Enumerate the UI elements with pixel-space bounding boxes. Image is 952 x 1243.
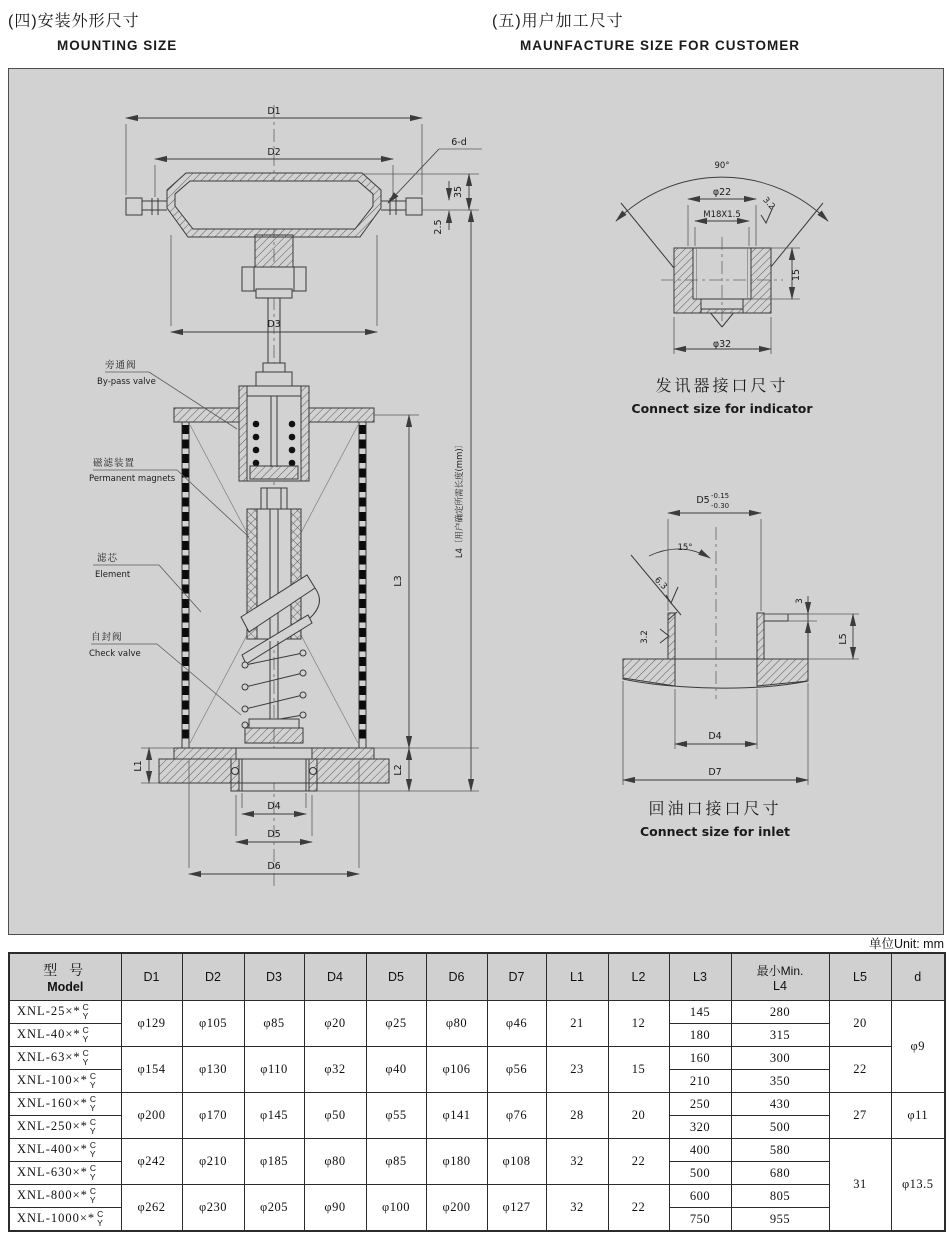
engineering-drawing (9, 69, 943, 934)
inlet-l5-label: L5 (838, 633, 849, 645)
table-cell: 27 (829, 1093, 891, 1139)
table-cell: 145 (669, 1001, 731, 1024)
model-cell: XNL-800×* C Y (9, 1185, 121, 1208)
col-header-d: d (891, 953, 945, 1001)
indicator-caption-cn: 发讯器接口尺寸 (655, 376, 789, 395)
col-header-d4: D4 (304, 953, 366, 1001)
table-cell: 28 (546, 1093, 608, 1139)
table-cell: φ55 (366, 1093, 426, 1139)
table-cell: 600 (669, 1185, 731, 1208)
table-row (9, 1139, 945, 1162)
table-cell: 300 (731, 1047, 829, 1070)
label-checkvalve-cn: 自封阀 (91, 632, 123, 643)
indicator-angle-label: 90° (714, 161, 730, 171)
col-header-d1: D1 (121, 953, 182, 1001)
table-cell: φ154 (121, 1047, 182, 1093)
table-cell: φ130 (182, 1047, 244, 1093)
indicator-roughness-label: 3.2 (760, 195, 777, 213)
heading-right-cn: (五)用户加工尺寸 (492, 13, 624, 30)
table-cell: 15 (608, 1047, 669, 1093)
col-header-l4: 最小Min. L4 (731, 953, 829, 1001)
dim-d6-label: D6 (267, 861, 281, 872)
main-assembly-drawing (91, 105, 482, 887)
cover-section (126, 173, 422, 365)
dim-6d-label: 6-d (451, 137, 467, 148)
model-cell: XNL-1000×* C Y (9, 1208, 121, 1232)
model-cell: XNL-400×* C Y (9, 1139, 121, 1162)
table-cell: 21 (546, 1001, 608, 1047)
col-header-d2: D2 (182, 953, 244, 1001)
table-cell: φ129 (121, 1001, 182, 1047)
table-cell: φ11 (891, 1093, 945, 1139)
inlet-d7-label: D7 (708, 767, 722, 778)
col-header-d7: D7 (487, 953, 546, 1001)
label-magnet-cn: 磁滤装置 (93, 458, 136, 469)
table-cell: 580 (731, 1139, 829, 1162)
table-cell: 955 (731, 1208, 829, 1232)
table-cell: φ108 (487, 1139, 546, 1185)
table-row (9, 1047, 945, 1070)
label-magnet-en: Permanent magnets (89, 474, 176, 484)
dim-l4-note: L4〔用户确定所需长度(mm)〕 (455, 439, 465, 559)
col-header-l5: L5 (829, 953, 891, 1001)
label-checkvalve-en: Check valve (89, 649, 141, 659)
model-cell: XNL-25×* C Y (9, 1001, 121, 1024)
col-header-d3: D3 (244, 953, 304, 1001)
table-cell: φ25 (366, 1001, 426, 1047)
table-cell: φ262 (121, 1185, 182, 1232)
table-row (9, 1093, 945, 1116)
inlet-connector-drawing (623, 513, 859, 785)
table-cell: 805 (731, 1185, 829, 1208)
label-element-en: Element (95, 570, 131, 580)
table-cell: 400 (669, 1139, 731, 1162)
table-row (9, 1185, 945, 1208)
table-cell: 32 (546, 1185, 608, 1232)
table-cell: φ46 (487, 1001, 546, 1047)
inlet-caption-cn: 回油口接口尺寸 (648, 799, 782, 818)
indicator-15-label: 15 (791, 268, 802, 282)
table-cell: φ106 (426, 1047, 487, 1093)
table-cell: φ40 (366, 1047, 426, 1093)
table-cell: 12 (608, 1001, 669, 1047)
col-header-d6: D6 (426, 953, 487, 1001)
table-cell: 320 (669, 1116, 731, 1139)
table-cell: φ205 (244, 1185, 304, 1232)
dim-l1-label: L1 (133, 760, 144, 772)
table-cell: φ105 (182, 1001, 244, 1047)
table-cell: 23 (546, 1047, 608, 1093)
table-cell: 22 (829, 1047, 891, 1093)
table-cell: 430 (731, 1093, 829, 1116)
table-cell: 160 (669, 1047, 731, 1070)
dim-d4-label: D4 (267, 801, 281, 812)
label-bypass-cn: 旁通阀 (105, 360, 137, 371)
table-cell: 750 (669, 1208, 731, 1232)
table-header-row (9, 953, 945, 1001)
model-cell: XNL-63×* C Y (9, 1047, 121, 1070)
dim-2p5-label: 2.5 (433, 219, 444, 235)
inlet-angle-label: 15° (677, 543, 693, 553)
inlet-d4-label: D4 (708, 731, 722, 742)
table-row (9, 1001, 945, 1024)
model-cell: XNL-630×* C Y (9, 1162, 121, 1185)
table-cell: φ85 (244, 1001, 304, 1047)
table-cell: φ127 (487, 1185, 546, 1232)
table-cell: 250 (669, 1093, 731, 1116)
col-header-l2: L2 (608, 953, 669, 1001)
dim-d3-label: D3 (267, 319, 281, 330)
table-cell: 22 (608, 1185, 669, 1232)
inlet-roughness-63: 6.3 (652, 575, 669, 592)
indicator-phi22-label: φ22 (712, 187, 732, 198)
table-cell: φ110 (244, 1047, 304, 1093)
table-cell: φ242 (121, 1139, 182, 1185)
dimension-table (8, 952, 946, 1232)
table-cell: φ180 (426, 1139, 487, 1185)
table-cell: φ200 (121, 1093, 182, 1139)
table-cell: φ210 (182, 1139, 244, 1185)
table-cell: φ32 (304, 1047, 366, 1093)
table-cell: φ20 (304, 1001, 366, 1047)
table-cell: φ141 (426, 1093, 487, 1139)
table-cell: 32 (546, 1139, 608, 1185)
table-cell: 315 (731, 1024, 829, 1047)
col-header-model: 型 号 Model (9, 953, 121, 1001)
bypass-valve (239, 363, 309, 481)
indicator-connector-drawing (616, 177, 828, 354)
heading-left-cn: (四)安装外形尺寸 (8, 13, 140, 30)
table-cell: 350 (731, 1070, 829, 1093)
model-cell: XNL-40×* C Y (9, 1024, 121, 1047)
dim-l2-label: L2 (393, 764, 404, 776)
table-cell: φ85 (366, 1139, 426, 1185)
table-cell: φ90 (304, 1185, 366, 1232)
table-cell: φ170 (182, 1093, 244, 1139)
unit-note: 单位Unit: mm (868, 937, 944, 951)
table-cell: φ200 (426, 1185, 487, 1232)
indicator-phi32-label: φ32 (712, 339, 732, 350)
table-cell: φ9 (891, 1001, 945, 1093)
indicator-thread-label: M18X1.5 (703, 210, 741, 220)
table-cell: φ230 (182, 1185, 244, 1232)
heading-left-en: MOUNTING SIZE (57, 38, 178, 53)
col-header-l1: L1 (546, 953, 608, 1001)
inlet-d5-tol-upper: -0.15 (711, 492, 730, 500)
table-cell: φ13.5 (891, 1139, 945, 1232)
dim-l3-label: L3 (393, 575, 404, 587)
dim-d5-label: D5 (267, 829, 281, 840)
table-cell: 180 (669, 1024, 731, 1047)
table-cell: 680 (731, 1162, 829, 1185)
table-cell: 500 (731, 1116, 829, 1139)
table-cell: 20 (608, 1093, 669, 1139)
table-cell: φ185 (244, 1139, 304, 1185)
table-cell: φ80 (304, 1139, 366, 1185)
inlet-roughness-32: 3.2 (640, 630, 650, 644)
part-callouts (91, 372, 249, 715)
heading-right-en: MAUNFACTURE SIZE FOR CUSTOMER (520, 38, 801, 53)
table-cell: 280 (731, 1001, 829, 1024)
col-header-l3: L3 (669, 953, 731, 1001)
dim-35-label: 35 (453, 185, 464, 199)
table-cell: φ80 (426, 1001, 487, 1047)
col-header-d5: D5 (366, 953, 426, 1001)
drawing-panel (8, 68, 944, 935)
model-cell: XNL-100×* C Y (9, 1070, 121, 1093)
dim-d1-label: D1 (267, 106, 281, 117)
inlet-caption-en: Connect size for inlet (639, 824, 791, 839)
model-cell: XNL-250×* C Y (9, 1116, 121, 1139)
table-cell: 22 (608, 1139, 669, 1185)
table-cell: φ76 (487, 1093, 546, 1139)
inlet-d5-tol-lower: -0.30 (711, 502, 730, 510)
label-bypass-en: By-pass valve (97, 377, 156, 387)
inlet-d5-label: D5 (696, 495, 710, 506)
dim-d2-label: D2 (267, 147, 281, 158)
inlet-3-label: 3 (795, 598, 805, 604)
table-cell: 20 (829, 1001, 891, 1047)
indicator-caption-en: Connect size for indicator (631, 401, 813, 416)
table-cell: φ145 (244, 1093, 304, 1139)
table-cell: φ100 (366, 1185, 426, 1232)
table-cell: 31 (829, 1139, 891, 1232)
model-cell: XNL-160×* C Y (9, 1093, 121, 1116)
table-cell: 210 (669, 1070, 731, 1093)
table-cell: φ56 (487, 1047, 546, 1093)
table-cell: 500 (669, 1162, 731, 1185)
label-element-cn: 滤芯 (97, 553, 119, 564)
table-cell: φ50 (304, 1093, 366, 1139)
